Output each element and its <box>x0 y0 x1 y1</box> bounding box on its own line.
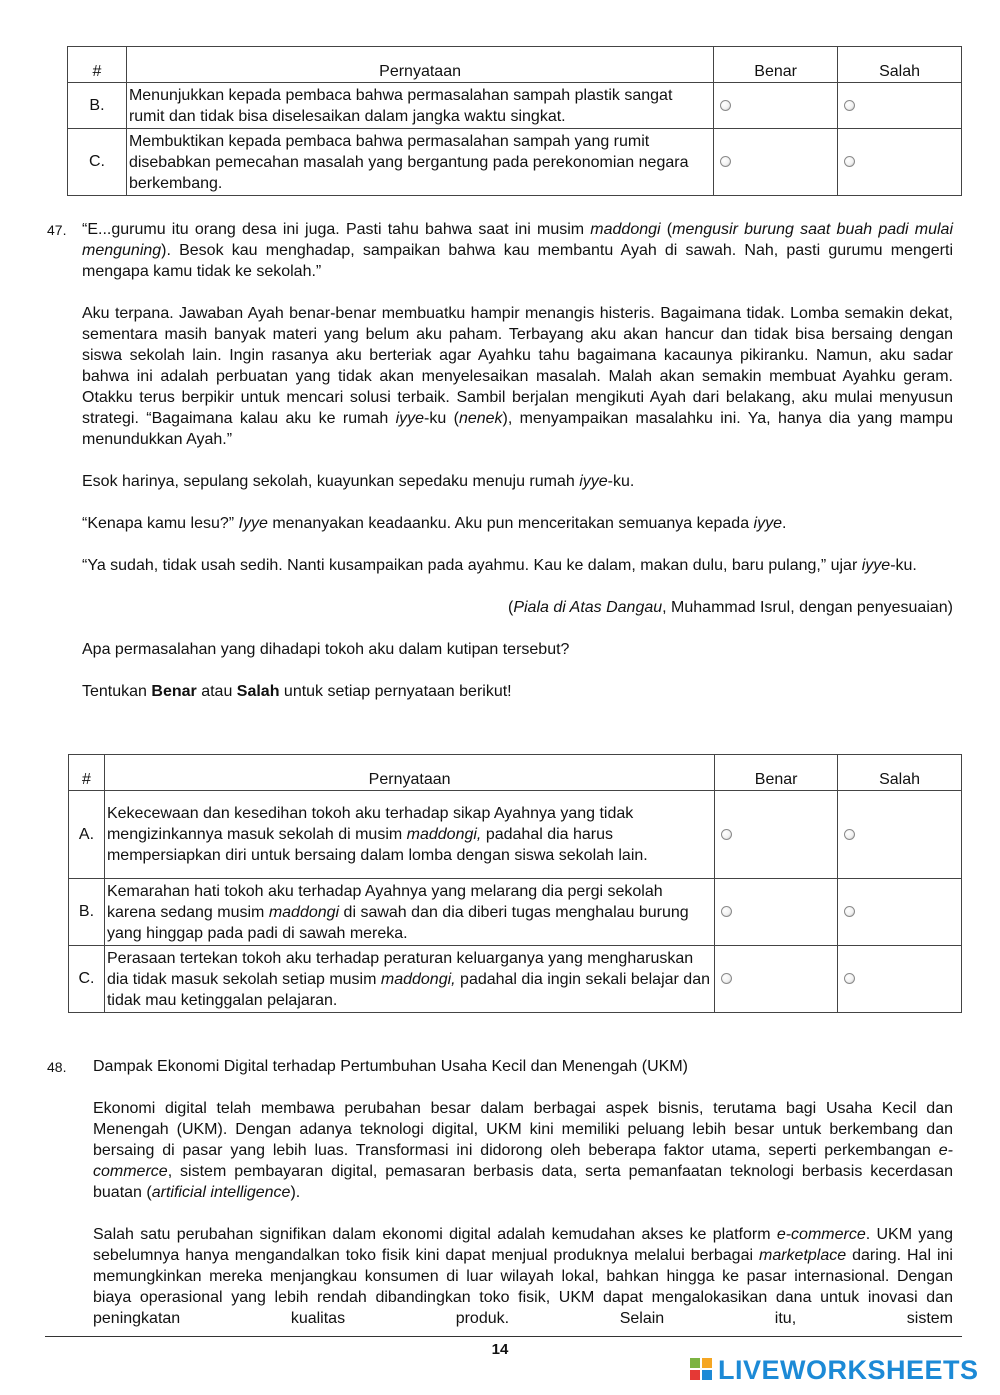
instruction-text: Tentukan Benar atau Salah untuk setiap pernyataan berikut! <box>82 683 512 700</box>
passage-source: (Piala di Atas Dangau, Muhammad Isrul, dengan penyesuaian) <box>507 599 953 616</box>
passage-paragraph-5: “Ya sudah, tidak usah sedih. Nanti kusampaikan pada ayahmu. Kau ke dalam, makan dulu, baru pulang,” ujar iyye-ku. <box>82 557 917 574</box>
salah-radio[interactable] <box>844 973 855 984</box>
salah-radio[interactable] <box>844 906 855 917</box>
benar-radio[interactable] <box>721 906 732 917</box>
benar-radio[interactable] <box>721 973 732 984</box>
table-row <box>68 129 962 196</box>
benar-radio[interactable] <box>721 829 732 840</box>
col-header-statement: Pernyataan <box>126 47 713 83</box>
statement-text: Membuktikan kepada pembaca bahwa permasalahan sampah yang rumit disebabkan pemecahan masalah yang bergantung pada perekonomian negara berkembang. <box>126 129 713 196</box>
row-number: C. <box>69 946 105 1013</box>
statement-table-q47 <box>68 754 962 1013</box>
salah-cell <box>838 791 962 879</box>
article-paragraph-1: Ekonomi digital telah membawa perubahan besar dalam berbagai aspek bisnis, terutama bagi Usaha Kecil dan Menengah (UKM). Dengan adanya teknologi digital, UKM kini memiliki peluang lebih besar untuk berkembang dan bersaing di pasar yang lebih luas. Transformasi ini didorong oleh beberapa faktor utama, seperti perkembangan e-commerce, sistem pembayaran digital, pemasaran berbasis data, serta pemanfaatan teknologi berbasis kecerdasan buatan (artificial intelligence). <box>93 1100 953 1201</box>
passage-paragraph-1: “E...gurumu itu orang desa ini juga. Pasti tahu bahwa saat ini musim maddongi (mengusir burung saat buah padi mulai menguning). Besok kau menghadap, sampaikan bahwa kau membantu Ayah di sawah. Nah, pasti gurumu mengerti mengapa kamu tidak ke sekolah.” <box>82 221 954 280</box>
table-header-row <box>68 47 962 83</box>
question-number-48: 48. <box>47 1059 67 1075</box>
passage-paragraph-3: Esok harinya, sepulang sekolah, kuayunkan sepedaku menuju rumah iyye-ku. <box>82 473 635 490</box>
statement-text: Menunjukkan kepada pembaca bahwa permasalahan sampah plastik sangat rumit dan tidak bisa diselesaikan dalam jangka waktu singkat. <box>126 83 713 129</box>
footer-divider <box>45 1336 962 1337</box>
benar-cell <box>715 879 838 946</box>
row-number: C. <box>68 129 127 196</box>
salah-cell <box>838 879 962 946</box>
passage-paragraph-2: Aku terpana. Jawaban Ayah benar-benar membuatku hampir menangis histeris. Bagaimana tidak. Lomba semakin dekat, sementara masih banyak materi yang belum aku paham. Terbayang aku akan hancur dan tidak bisa bersaing dengan siswa sekolah lain. Ingin rasanya aku berteriak agar Ayahku tahu bagaimana kacaunya pikiranku. Namun, aku sadar bahwa ini adalah perbuatan yang tidak akan menyelesaikan masalah. Malah akan semakin membuat Ayahku geram. Otakku terus berpikir untuk mencari solusi terbaik. Sambil berjalan mengikuti Ayah dari belakang, aku mulai menyusun strategi. “Bagaimana kalau aku ke rumah iyye-ku (nenek), menyampaikan masalahku ini. Ya, hanya dia yang mampu menundukkan Ayah.” <box>82 305 953 448</box>
benar-cell <box>715 791 838 879</box>
salah-cell <box>838 129 962 196</box>
question-number-47: 47. <box>47 222 67 238</box>
table-row <box>68 83 962 129</box>
q48-passage <box>93 1056 953 1329</box>
col-header-salah: Salah <box>838 47 962 83</box>
article-title: Dampak Ekonomi Digital terhadap Pertumbuhan Usaha Kecil dan Menengah (UKM) <box>93 1058 688 1075</box>
col-header-number: # <box>69 755 105 791</box>
table-header-row <box>69 755 962 791</box>
salah-radio[interactable] <box>844 829 855 840</box>
table-row <box>69 879 962 946</box>
liveworksheets-logo-icon <box>690 1358 714 1382</box>
passage-paragraph-4: “Kenapa kamu lesu?” Iyye menanyakan keadaanku. Aku pun menceritakan semuanya kepada iyye. <box>82 515 787 532</box>
col-header-benar: Benar <box>714 47 838 83</box>
salah-radio[interactable] <box>844 100 855 111</box>
row-number: B. <box>68 83 127 129</box>
statement-text: Perasaan tertekan tokoh aku terhadap peraturan keluarganya yang mengharuskan dia tidak masuk sekolah setiap musim maddongi, padahal dia ingin sekali belajar dan tidak mau ketinggalan pelajaran. <box>104 946 714 1013</box>
row-number: A. <box>69 791 105 879</box>
liveworksheets-logo <box>690 1356 979 1384</box>
benar-radio[interactable] <box>720 100 731 111</box>
q47-passage <box>82 219 953 702</box>
article-paragraph-2: Salah satu perubahan signifikan dalam ekonomi digital adalah kemudahan akses ke platform e-commerce. UKM yang sebelumnya hanya mengandalkan toko fisik kini dapat menjual produknya melalui berbagai marketplace daring. Hal ini memungkinkan mereka menjangkau konsumen di luar wilayah lokal, bahkan hingga ke pasar internasional. Dengan biaya operasional yang lebih rendah dibandingkan toko fisik, UKM dapat mengalokasikan dana untuk inovasi dan peningkatan kualitas produk. Selain itu, sistem <box>93 1226 953 1327</box>
question-text: Apa permasalahan yang dihadapi tokoh aku dalam kutipan tersebut? <box>82 641 570 658</box>
benar-radio[interactable] <box>720 156 731 167</box>
col-header-benar: Benar <box>715 755 838 791</box>
benar-cell <box>715 946 838 1013</box>
statement-table-q46 <box>67 46 962 196</box>
col-header-statement: Pernyataan <box>104 755 714 791</box>
table-row <box>69 791 962 879</box>
col-header-salah: Salah <box>838 755 962 791</box>
row-number: B. <box>69 879 105 946</box>
logo-text: LIVEWORKSHEETS <box>718 1354 979 1385</box>
salah-cell <box>838 83 962 129</box>
benar-cell <box>714 83 838 129</box>
salah-radio[interactable] <box>844 156 855 167</box>
statement-text: Kemarahan hati tokoh aku terhadap Ayahnya yang melarang dia pergi sekolah karena sedang musim maddongi di sawah dan dia diberi tugas menghalau burung yang hinggap pada padi di sawah mereka. <box>104 879 714 946</box>
salah-cell <box>838 946 962 1013</box>
table-row <box>69 946 962 1013</box>
page-number: 14 <box>491 1341 509 1358</box>
statement-text: Kekecewaan dan kesedihan tokoh aku terhadap sikap Ayahnya yang tidak mengizinkannya masuk sekolah di musim maddongi, padahal dia harus mempersiapkan diri untuk bersaing dalam lomba dengan siswa sekolah lain. <box>104 791 714 879</box>
col-header-number: # <box>68 47 127 83</box>
benar-cell <box>714 129 838 196</box>
